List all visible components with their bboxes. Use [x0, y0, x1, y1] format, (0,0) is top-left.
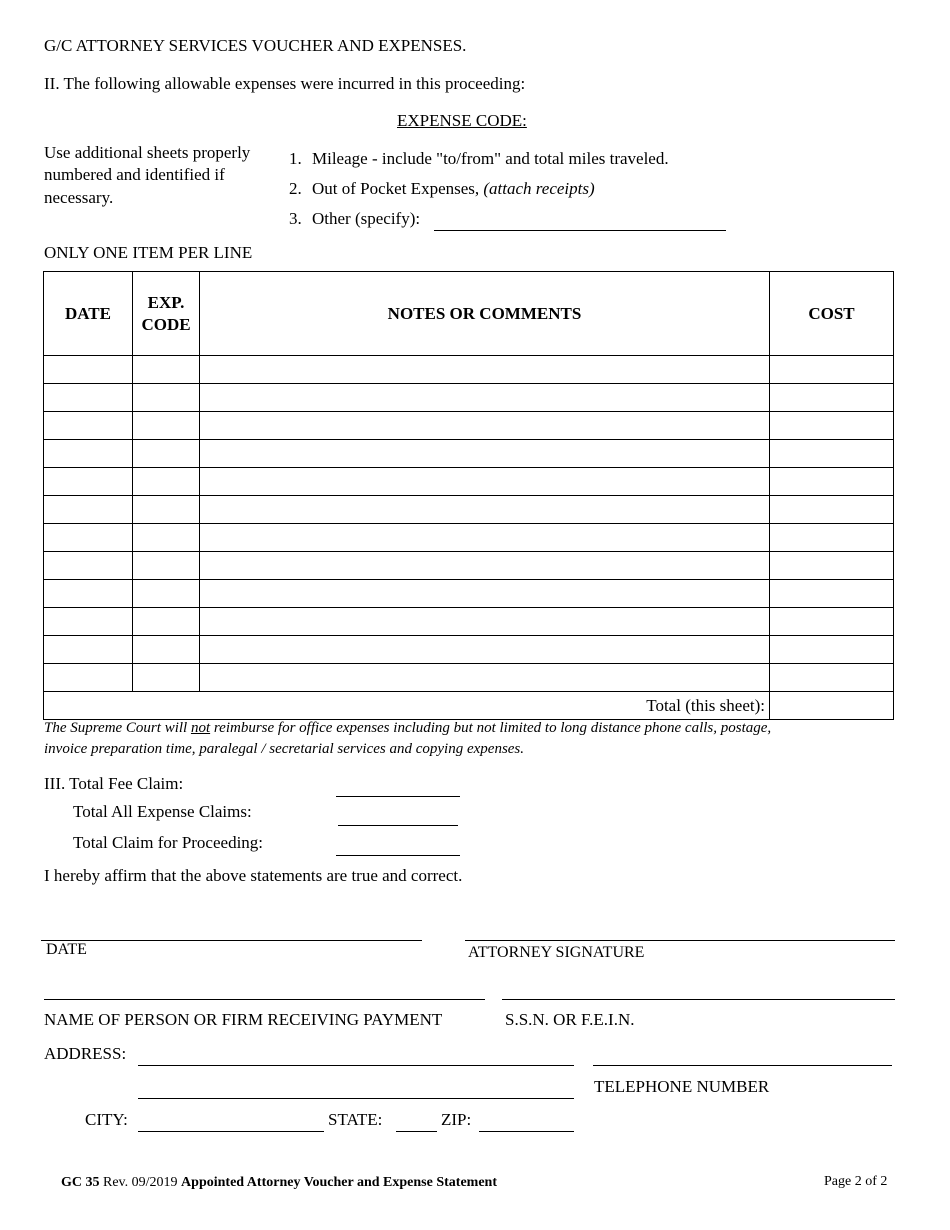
table-row	[44, 524, 894, 552]
expense-code-1-number: 1.	[289, 149, 302, 168]
cost-cell[interactable]	[770, 384, 894, 412]
notes-cell[interactable]	[200, 496, 770, 524]
notes-cell[interactable]	[200, 664, 770, 692]
date-cell[interactable]	[44, 440, 133, 468]
exp-code-cell[interactable]	[133, 384, 200, 412]
one-item-per-line-note: ONLY ONE ITEM PER LINE	[44, 243, 253, 262]
cost-cell[interactable]	[770, 552, 894, 580]
state-label: STATE:	[328, 1110, 383, 1129]
total-claim-proceeding-label: Total Claim for Proceeding:	[73, 833, 264, 852]
notes-cell[interactable]	[200, 636, 770, 664]
date-cell[interactable]	[44, 468, 133, 496]
disclaimer-part-2: reimburse for office expenses including but not limited to long distance phone calls, postage,	[210, 720, 772, 736]
cost-cell[interactable]	[770, 412, 894, 440]
exp-code-header-line-2: CODE	[141, 314, 191, 334]
expense-code-1-text: Mileage - include "to/from" and total miles traveled.	[312, 149, 669, 168]
table-row	[44, 552, 894, 580]
exp-code-cell[interactable]	[133, 496, 200, 524]
expense-table	[43, 271, 894, 720]
cost-column-header: COST	[770, 272, 894, 356]
form-title: G/C ATTORNEY SERVICES VOUCHER AND EXPENSES.	[44, 36, 467, 55]
disclaimer-emphasis: not	[190, 720, 211, 736]
zip-field[interactable]	[479, 1131, 574, 1132]
footer-form-id: GC 35	[61, 1175, 100, 1190]
expense-code-2-number: 2.	[289, 179, 302, 198]
table-row	[44, 412, 894, 440]
notes-cell[interactable]	[200, 608, 770, 636]
footer-form-title: Appointed Attorney Voucher and Expense Statement	[181, 1175, 497, 1190]
notes-cell[interactable]	[200, 412, 770, 440]
ssn-fein-label: S.S.N. OR F.E.I.N.	[505, 1010, 635, 1029]
exp-code-cell[interactable]	[133, 440, 200, 468]
cost-cell[interactable]	[770, 524, 894, 552]
address-line-1-field[interactable]	[138, 1065, 574, 1066]
total-this-sheet-label: Total (this sheet):	[44, 692, 770, 720]
date-cell[interactable]	[44, 664, 133, 692]
city-field[interactable]	[138, 1131, 324, 1132]
disclaimer-line-2: invoice preparation time, paralegal / secretarial services and copying expenses.	[44, 741, 525, 757]
cost-cell[interactable]	[770, 440, 894, 468]
ssn-fein-field[interactable]	[502, 999, 895, 1000]
notes-cell[interactable]	[200, 356, 770, 384]
notes-cell[interactable]	[200, 580, 770, 608]
table-row	[44, 440, 894, 468]
exp-code-cell[interactable]	[133, 468, 200, 496]
date-cell[interactable]	[44, 356, 133, 384]
footer-form-info	[61, 1175, 497, 1191]
notes-cell[interactable]	[200, 440, 770, 468]
date-cell[interactable]	[44, 524, 133, 552]
notes-cell[interactable]	[200, 552, 770, 580]
table-row	[44, 608, 894, 636]
exp-code-cell[interactable]	[133, 552, 200, 580]
expense-code-label: EXPENSE CODE:	[397, 111, 527, 130]
table-row	[44, 384, 894, 412]
date-cell[interactable]	[44, 608, 133, 636]
telephone-field[interactable]	[593, 1065, 892, 1066]
date-cell[interactable]	[44, 580, 133, 608]
exp-code-cell[interactable]	[133, 636, 200, 664]
zip-label: ZIP:	[441, 1110, 472, 1129]
disclaimer-line-1	[44, 720, 771, 737]
exp-code-cell[interactable]	[133, 524, 200, 552]
additional-sheets-note-line-2: numbered and identified if	[44, 165, 225, 184]
state-field[interactable]	[396, 1131, 437, 1132]
exp-code-column-header	[133, 272, 200, 356]
total-claim-proceeding-field[interactable]	[336, 855, 460, 856]
notes-column-header: NOTES OR COMMENTS	[200, 272, 770, 356]
expense-code-2-italic-note: (attach receipts)	[483, 179, 595, 198]
total-row	[44, 692, 894, 720]
date-label: DATE	[46, 941, 87, 958]
expense-code-3-number: 3.	[289, 209, 302, 228]
cost-cell[interactable]	[770, 580, 894, 608]
payee-name-field[interactable]	[44, 999, 485, 1000]
page-number: Page 2 of 2	[824, 1174, 888, 1189]
expense-code-2-label: Out of Pocket Expenses,	[312, 179, 484, 198]
table-row	[44, 496, 894, 524]
total-fee-claim-field[interactable]	[336, 796, 460, 797]
exp-code-header-line-1: EXP.	[147, 292, 185, 312]
date-cell[interactable]	[44, 496, 133, 524]
city-label: CITY:	[85, 1110, 128, 1129]
date-cell[interactable]	[44, 384, 133, 412]
total-expense-claims-label: Total All Expense Claims:	[73, 802, 252, 821]
cost-cell[interactable]	[770, 468, 894, 496]
cost-cell[interactable]	[770, 356, 894, 384]
date-column-header: DATE	[44, 272, 133, 356]
table-row	[44, 664, 894, 692]
total-fee-claim-label: III. Total Fee Claim:	[44, 774, 184, 793]
table-header-row	[44, 272, 894, 356]
date-cell[interactable]	[44, 636, 133, 664]
footer-revision: Rev. 09/2019	[99, 1175, 182, 1190]
exp-code-cell[interactable]	[133, 412, 200, 440]
section-2-heading: II. The following allowable expenses were incurred in this proceeding:	[44, 74, 526, 93]
notes-cell[interactable]	[200, 524, 770, 552]
additional-sheets-note-line-1: Use additional sheets properly	[44, 143, 251, 162]
table-row	[44, 636, 894, 664]
telephone-label: TELEPHONE NUMBER	[594, 1077, 770, 1096]
disclaimer-part-1: The Supreme Court will	[44, 720, 191, 736]
exp-code-cell[interactable]	[133, 664, 200, 692]
expense-code-3-text: Other (specify):	[312, 209, 421, 228]
date-signature-line[interactable]	[41, 940, 422, 941]
total-expense-claims-field[interactable]	[338, 825, 458, 826]
total-this-sheet-cell[interactable]	[770, 692, 894, 720]
exp-code-cell[interactable]	[133, 608, 200, 636]
table-row	[44, 356, 894, 384]
additional-sheets-note-line-3: necessary.	[44, 188, 114, 207]
notes-cell[interactable]	[200, 468, 770, 496]
attorney-signature-line[interactable]	[465, 940, 895, 941]
other-specify-field[interactable]	[434, 230, 726, 231]
expense-code-2-text	[312, 179, 595, 199]
table-row	[44, 468, 894, 496]
cost-cell[interactable]	[770, 664, 894, 692]
exp-code-cell[interactable]	[133, 580, 200, 608]
date-cell[interactable]	[44, 412, 133, 440]
payee-name-label: NAME OF PERSON OR FIRM RECEIVING PAYMENT	[44, 1010, 443, 1029]
address-line-2-field[interactable]	[138, 1098, 574, 1099]
cost-cell[interactable]	[770, 496, 894, 524]
affirmation-statement: I hereby affirm that the above statements are true and correct.	[44, 866, 463, 885]
cost-cell[interactable]	[770, 608, 894, 636]
date-cell[interactable]	[44, 552, 133, 580]
attorney-signature-label: ATTORNEY SIGNATURE	[468, 944, 645, 961]
notes-cell[interactable]	[200, 384, 770, 412]
cost-cell[interactable]	[770, 636, 894, 664]
address-label: ADDRESS:	[44, 1044, 127, 1063]
table-row	[44, 580, 894, 608]
exp-code-cell[interactable]	[133, 356, 200, 384]
